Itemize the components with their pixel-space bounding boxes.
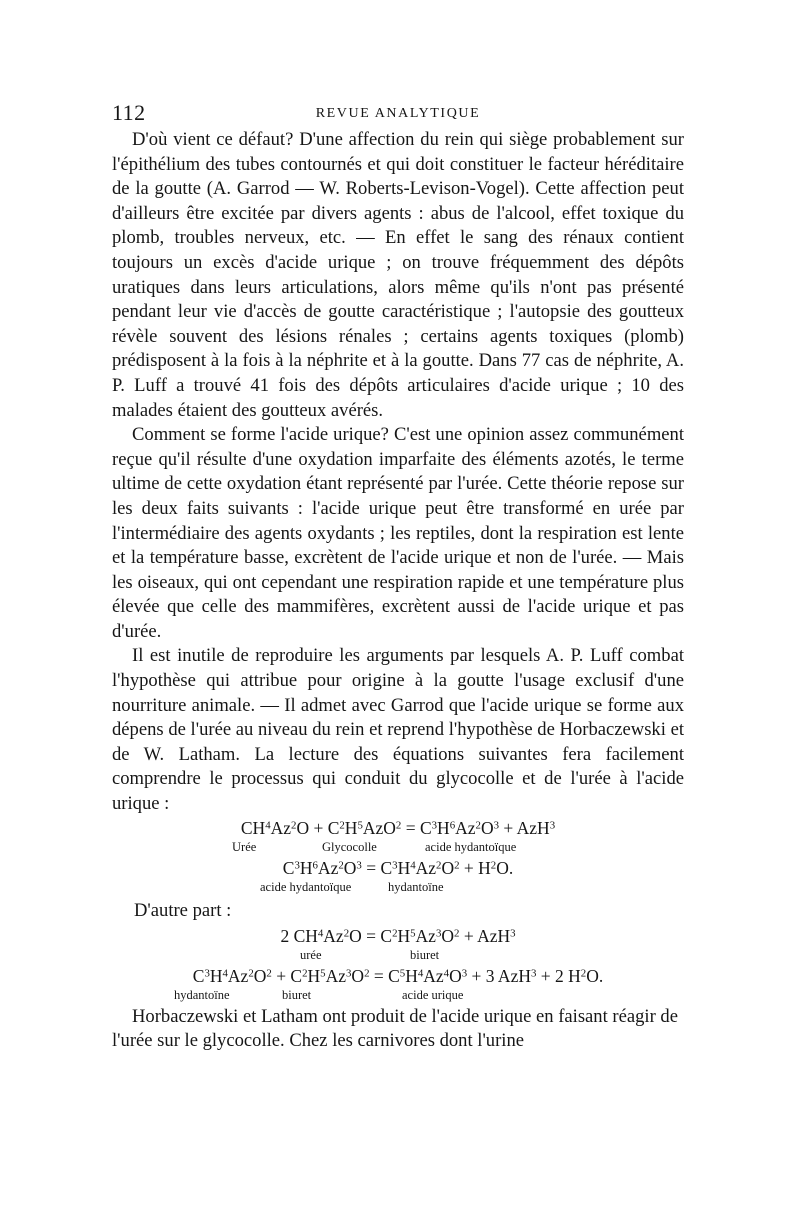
page-number: 112 xyxy=(112,100,146,125)
running-title: REVUE ANALYTIQUE xyxy=(315,106,481,121)
equation-labels xyxy=(112,839,684,857)
equation-formula: $C^3H^4Az^2O^2 + C^2H^5Az^3O^2 = C^5H^4Az^4O^3 + 3$ AzH$^3$ + 2 $H^2O$. xyxy=(192,965,604,986)
running-head xyxy=(112,100,684,128)
equation-label: hydantoïne xyxy=(174,987,230,1002)
equation-label: hydantoïne xyxy=(388,879,444,894)
equation-formula: $C^3H^6Az^2O^3 = C^3H^4Az^2O^2 + H^2O$. xyxy=(282,857,514,878)
body-text xyxy=(112,128,684,1054)
equation-formula: $CH^4Az^2O + C^2H^5AzO^2 = C^3H^6Az^2O^3 + AzH^3$ xyxy=(240,817,556,838)
equation-hydantoic-acid xyxy=(112,857,684,897)
equation-biuret xyxy=(112,925,684,965)
equation-labels xyxy=(112,879,684,897)
paragraph-luff-hypothesis: Il est inutile de reproduire les arguments par lesquels A. P. Luff combat l'hypothèse qui attribue pour origine à la goutte l'usage exclusif d'une nourriture animale. — Il admet avec Garrod que l'acide urique se forme aux dépens de l'urée au niveau du rein et reprend l'hypothèse de Horbaczewski et de W. Latham. La lecture des équations suivantes fera facilement comprendre le processus qui conduit du glycocolle et de l'urée à l'acide urique : xyxy=(112,645,684,815)
equation-formula: 2 $CH^4Az^2O = C^2H^5Az^3O^2 + AzH^3$ xyxy=(280,925,516,946)
equation-uric-acid xyxy=(112,965,684,1005)
equation-label: biuret xyxy=(282,987,312,1002)
equation-labels xyxy=(112,947,684,965)
equation-label: acide hydantoïque xyxy=(260,879,352,894)
equation-label: acide urique xyxy=(402,987,464,1002)
equation-labels xyxy=(112,987,684,1005)
paragraph-renal-cause: D'où vient ce défaut? D'une affection du rein qui siège probablement sur l'épithélium des tubes contournés et qui doit constituer le facteur héréditaire de la goutte (A. Garrod — W. Roberts-Levison-Vogel). Cette affection peut d'ailleurs être excitée par divers agents : abus de l'alcool, effet toxique du plomb, troubles nerveux, etc. — En effet le sang des rénaux contient toujours un excès d'acide urique ; on trouve fréquemment des dépôts uratiques dans leurs articulations, alors même qu'ils n'ont pas présenté pendant leur vie d'accès de goutte caractéristique ; l'autopsie des goutteux révèle souvent des lésions rénales ; certains agents toxiques (plomb) prédisposent à la fois à la néphrite et à la goutte. Dans 77 cas de néphrite, A. P. Luff a trouvé 41 fois des dépôts articulaires d'acide urique ; 10 des malades étaient des goutteux avérés. xyxy=(112,129,684,421)
equation-label: Urée xyxy=(232,839,257,854)
equation-label: Glycocolle xyxy=(322,839,377,854)
paragraph-uric-acid-formation: Comment se forme l'acide urique? C'est une opinion assez communément reçue qu'il résulte d'une oxydation imparfaite des éléments azotés, le terme ultime de cette oxydation étant représenté par l'urée. Cette théorie repose sur les deux faits suivants : l'acide urique peut être transformé en urée par l'intermédiaire des agents oxydants ; les reptiles, dont la respiration est lente et la température basse, excrètent de l'acide urique et non de l'urée. — Mais les oiseaux, qui ont cependant une respiration rapide et une température plus élevée que celle des mammifères, excrètent aussi de l'acide urique et pas d'urée. xyxy=(112,424,684,642)
paragraph-horbaczewski: Horbaczewski et Latham ont produit de l'acide urique en faisant réagir de l'urée sur le glycocolle. Chez les carnivores dont l'urine xyxy=(112,1005,678,1052)
equation-label: acide hydantoïque xyxy=(425,839,517,854)
paragraph-aside: D'autre part : xyxy=(134,899,232,921)
equation-label: urée xyxy=(300,947,322,962)
equation-urea-glycocolle xyxy=(112,817,684,857)
equation-label: biuret xyxy=(410,947,440,962)
